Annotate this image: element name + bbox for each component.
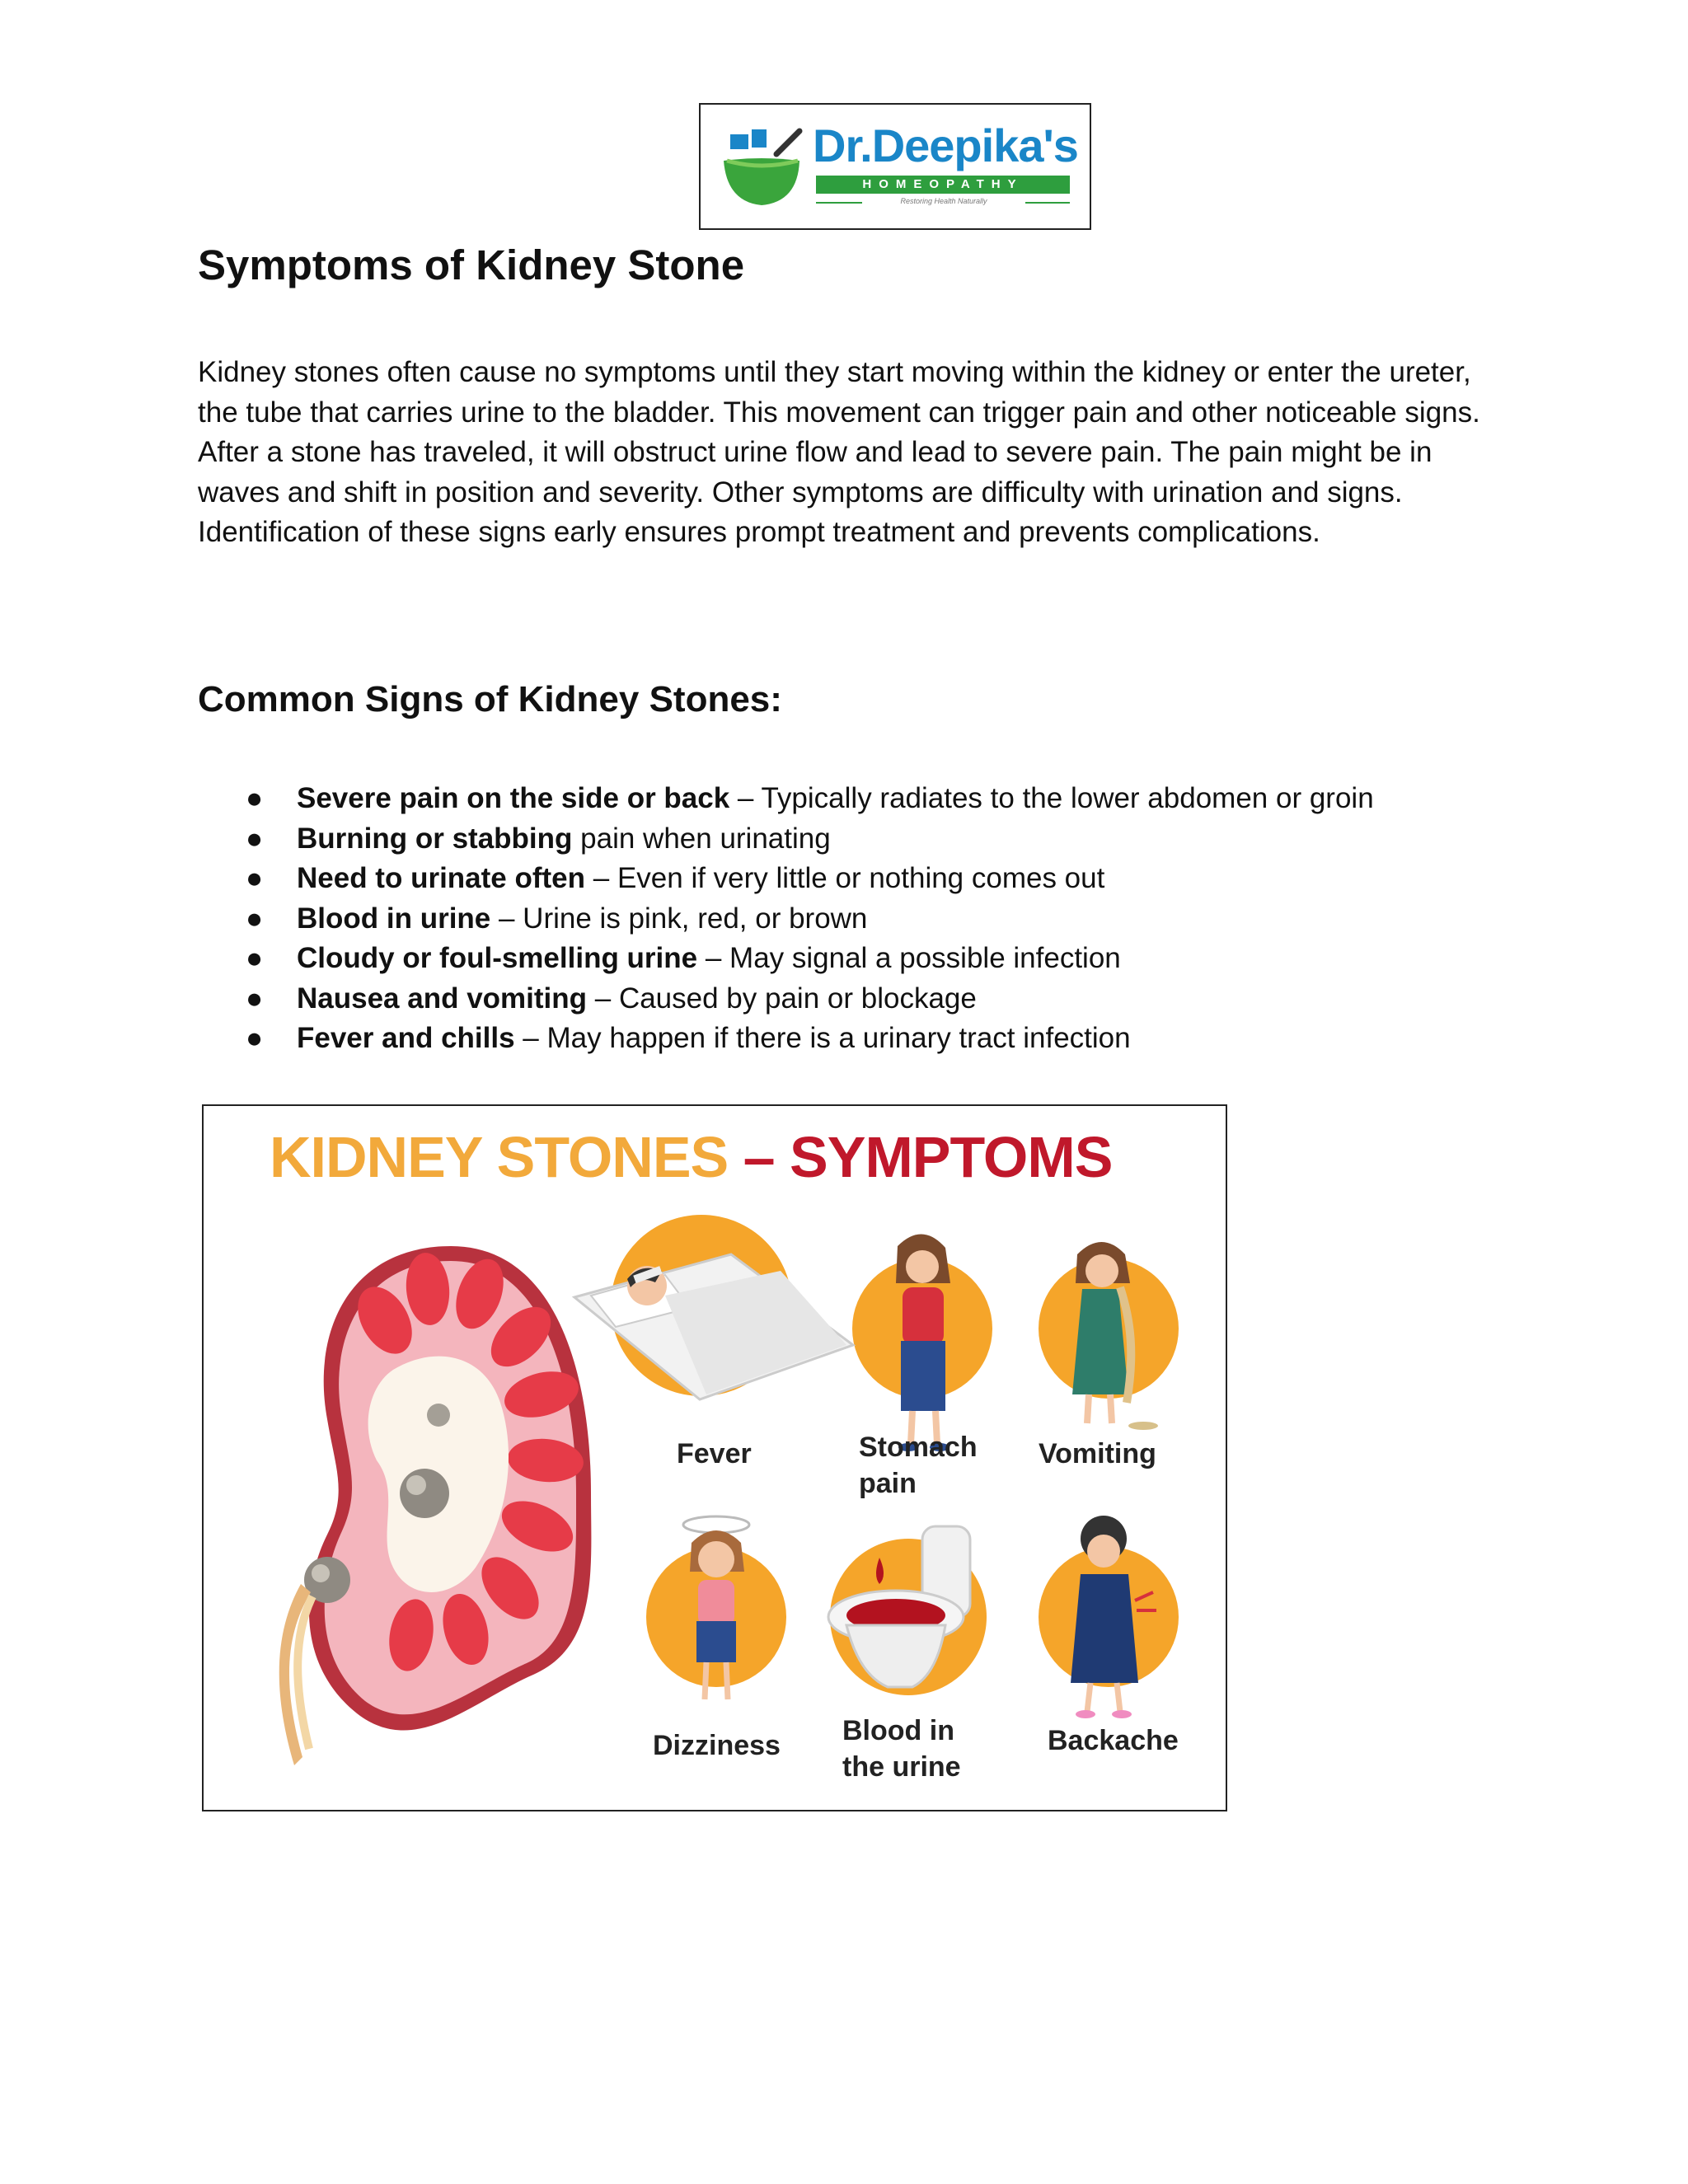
label-backache: Backache [1048, 1725, 1179, 1756]
stomach-pain-illustration [896, 1234, 950, 1451]
bullet-icon: ● [246, 982, 264, 1015]
kidney-illustration [279, 1246, 592, 1765]
sign-desc: – Caused by pain or blockage [587, 982, 977, 1015]
sign-term: Fever and chills [297, 1022, 515, 1054]
intro-paragraph: Kidney stones often cause no symptoms until they start moving within the kidney or enter the ureter, the tube that carries urine to the bladder. This movement can trigger pain and other noticeable signs. After a stone has traveled, it will obstruct urine flow and lead to severe pain. The pain might be in waves and shift in position and severity. Other symptoms are difficulty with urination and signs. Identification of these signs early ensures prompt treatment and prevents complications. [198, 356, 1480, 548]
bullet-icon: ● [246, 1022, 264, 1054]
label-fever: Fever [677, 1438, 752, 1469]
sign-desc: pain when urinating [572, 822, 831, 855]
signs-list [198, 779, 1374, 1059]
bullet-icon: ● [246, 822, 264, 855]
sign-desc: – May happen if there is a urinary tract infection [514, 1022, 1131, 1054]
logo-name: Dr.Deepika's [813, 120, 1078, 171]
logo-divider [1025, 202, 1070, 204]
logo [699, 103, 1091, 230]
sign-term: Nausea and vomiting [297, 982, 588, 1015]
list-item [198, 899, 1374, 940]
sign-desc: – Typically radiates to the lower abdomen or groin [729, 782, 1374, 814]
label-blood-1: Blood in [842, 1715, 954, 1746]
infographic [202, 1104, 1227, 1811]
list-item [198, 939, 1374, 979]
infographic-title-part1: KIDNEY STONES [270, 1125, 729, 1189]
bullet-icon: ● [246, 862, 264, 894]
page-title: Symptoms of Kidney Stone [198, 241, 745, 288]
list-item [198, 779, 1374, 819]
list-item [198, 979, 1374, 1019]
logo-subtitle: HOMEOPATHY [816, 176, 1070, 194]
list-item [198, 859, 1374, 899]
label-stomach-2: pain [859, 1468, 917, 1499]
signs-heading: Common Signs of Kidney Stones: [198, 679, 782, 719]
bullet-icon: ● [246, 942, 264, 974]
sign-desc: – May signal a possible infection [697, 942, 1121, 974]
infographic-title [270, 1124, 1112, 1190]
sign-desc: – Even if very little or nothing comes out [585, 862, 1105, 894]
bullet-icon: ● [246, 782, 264, 814]
logo-divider [816, 202, 862, 204]
sign-term: Cloudy or foul-smelling urine [297, 942, 698, 974]
sign-desc: – Urine is pink, red, or brown [490, 902, 868, 935]
list-item [198, 1019, 1374, 1059]
sign-term: Severe pain on the side or back [297, 782, 730, 814]
bullet-icon: ● [246, 902, 264, 935]
mortar-pestle-icon [719, 123, 809, 213]
label-vomiting: Vomiting [1039, 1438, 1156, 1469]
sign-term: Burning or stabbing [297, 822, 573, 855]
logo-tagline: Restoring Health Naturally [900, 197, 987, 205]
label-blood-2: the urine [842, 1751, 961, 1783]
infographic-title-part2: – SYMPTOMS [728, 1125, 1113, 1189]
list-item [198, 819, 1374, 860]
label-stomach-1: Stomach [859, 1432, 978, 1463]
label-dizziness: Dizziness [653, 1730, 781, 1761]
sign-term: Blood in urine [297, 902, 491, 935]
sign-term: Need to urinate often [297, 862, 586, 894]
